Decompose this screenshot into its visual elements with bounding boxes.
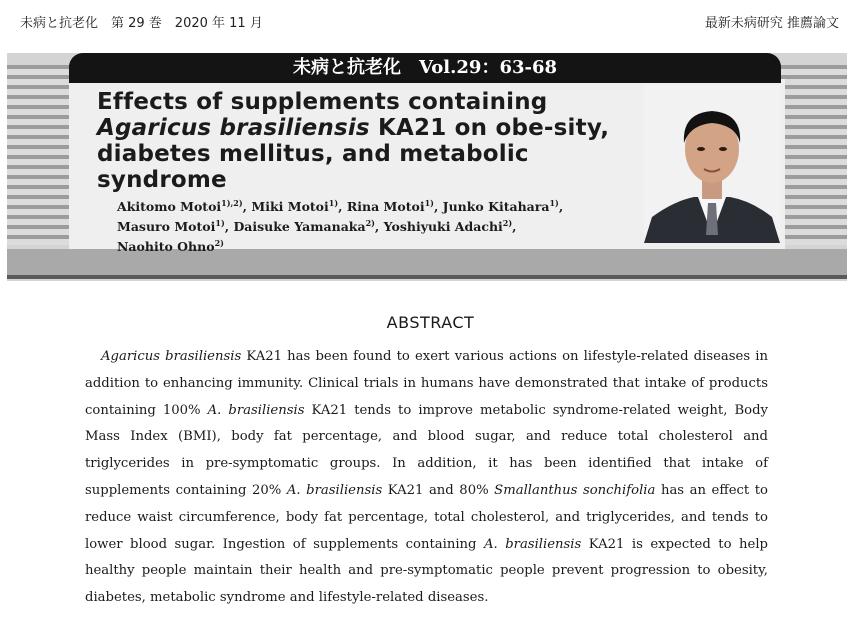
abstract-text: KA21 tends to improve metabolic syndrome-related weight, Body Mass Index (BMI), body fat percentage, and blood sugar, and reduce total cholesterol and triglycerides in pre-symptomatic groups. In addition, it has been identified that intake of supplements containing 20% bbox=[85, 402, 768, 498]
abstract-heading: ABSTRACT bbox=[386, 313, 475, 332]
running-header-journal: 未病と抗老化 第 29 巻 2020 年 11 月 bbox=[20, 16, 263, 31]
abstract-species-name: A. brasiliensis bbox=[286, 482, 383, 498]
abstract-text: KA21 is expected to help healthy people maintain their health and pre-symptomatic people prevent progression to obesity, diabetes, metabolic syndrome and lifestyle-related diseases. bbox=[85, 536, 768, 606]
author-name: Junko Kitahara bbox=[442, 199, 550, 215]
abstract-species-name: A. brasiliensis bbox=[483, 536, 582, 552]
title-italic: Agaricus brasiliensis bbox=[97, 115, 370, 141]
author-name: Akitomo Motoi bbox=[117, 199, 222, 215]
author-portrait-image bbox=[644, 85, 780, 243]
abstract-text: KA21 and 80% bbox=[382, 482, 495, 498]
abstract-text: KA21 has been found to exert various actions on lifestyle-related diseases in addition to enhancing immunity. Clinical trials in humans have demonstrated that intake of products containing 100% bbox=[85, 349, 768, 418]
author-photo bbox=[644, 85, 780, 243]
author-affiliation: 1) bbox=[215, 218, 225, 229]
author-name: Daisuke Yamanaka bbox=[233, 219, 366, 235]
author-name: Miki Motoi bbox=[251, 199, 329, 215]
author-name: Rina Motoi bbox=[346, 199, 425, 215]
title-part2: KA21 on obe-sity, diabetes mellitus, and metabolic syndrome bbox=[97, 115, 610, 193]
abstract-text: has an effect to reduce waist circumference, body fat percentage, total cholesterol, and triglycerides, and tends to lower blood sugar. Ingestion of supplements containing bbox=[85, 482, 768, 552]
author-name: Yoshiyuki Adachi bbox=[383, 219, 503, 235]
journal-banner: 未病と抗老化 Vol.29：63-68 bbox=[69, 53, 781, 83]
decorative-stripes-right bbox=[777, 65, 847, 245]
article-header bbox=[7, 53, 847, 281]
author-name: Naohito Ohno bbox=[117, 239, 215, 255]
author-list: Akitomo Motoi$^{1),2)}$, Miki Motoi$^{1)}$, Rina Motoi$^{1)}$, Junko Kitahara$^{1)}$, Masuro Motoi$^{1)}$, Daisuke Yamanaka$^{2)}$, Yoshiyuki Adachi$^{2)}$, Naohito Ohno$^{2)}$ bbox=[117, 198, 564, 255]
abstract-species-name: A. brasiliensis bbox=[207, 402, 305, 418]
abstract-species-name: Agaricus brasiliensis bbox=[101, 349, 242, 364]
author-affiliation: 1) bbox=[328, 198, 339, 208]
author-affiliation: 2) bbox=[214, 238, 224, 249]
author-name: Masuro Motoi bbox=[117, 219, 216, 235]
abstract-species-name: Smallanthus sonchifolia bbox=[494, 482, 656, 498]
author-affiliation: 1) bbox=[549, 198, 559, 208]
running-header-section: 最新未病研究 推薦論文 bbox=[704, 16, 839, 31]
author-affiliation: 1) bbox=[424, 198, 434, 208]
author-affiliation: 1),2) bbox=[221, 198, 243, 208]
abstract-body bbox=[85, 344, 768, 612]
author-affiliation: 2) bbox=[502, 218, 513, 229]
article-title bbox=[97, 89, 637, 193]
title-part1: Effects of supplements containing bbox=[97, 89, 548, 115]
decorative-stripes-left bbox=[7, 65, 77, 245]
author-affiliation: 2) bbox=[365, 218, 375, 229]
